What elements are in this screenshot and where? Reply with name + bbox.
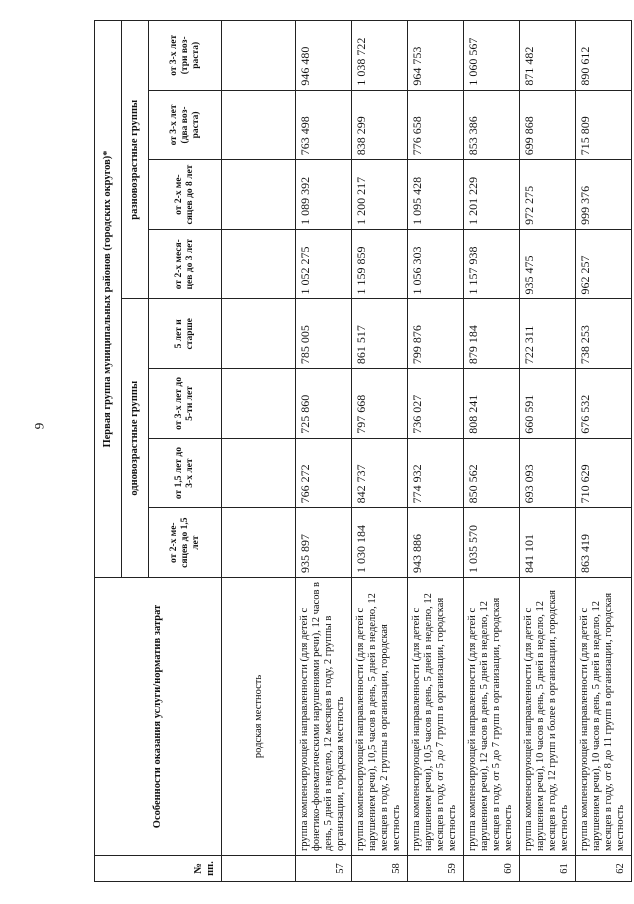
value-cell: 946 480 <box>296 21 352 91</box>
row-description: группа компенсирующей направленности (для детей с нарушением речи), 10 часов в день, 5 дней в неделю, 12 месяцев в году, от 8 до 11 групп в организации, городская местность <box>576 578 632 856</box>
row-description: группа компенсирующей направленности (для детей с нарушением речи), 10,5 часов в день, 5 дней в неделю, 12 месяцев в году, от 5 до 7 групп в организации, городская местность <box>408 578 464 856</box>
value-cell: 890 612 <box>576 21 632 91</box>
row-description: группа компенсирующей направленности (для детей с фонетико-фонематическими нарушениями речи), 12 часов в день, 5 дней в неделю, 12 месяцев в году, 2 группы в организации, городская местность <box>296 578 352 856</box>
value-cell: 853 386 <box>464 90 520 160</box>
mixed-age-header: разновозрастные группы <box>122 21 149 300</box>
group-header: Первая группа муниципальных районов (городских округов)* <box>95 21 122 578</box>
value-cell: 999 376 <box>576 160 632 230</box>
table-row <box>352 21 408 882</box>
value-cell: 736 027 <box>408 369 464 439</box>
value-cell: 693 093 <box>520 438 576 508</box>
sub-header: от 3-х лет (два воз-раста) <box>149 90 222 160</box>
value-cell: 863 419 <box>576 508 632 578</box>
table-body <box>296 21 632 882</box>
value-cell: 943 886 <box>408 508 464 578</box>
value-cell: 871 482 <box>520 21 576 91</box>
value-cell: 1 159 859 <box>352 229 408 299</box>
value-cell: 763 498 <box>296 90 352 160</box>
value-cell: 972 275 <box>520 160 576 230</box>
value-cell: 879 184 <box>464 299 520 369</box>
value-cell: 715 809 <box>576 90 632 160</box>
row-description: группа компенсирующей направленности (для детей с нарушением речи), 10,5 часов в день, 5 дней в неделю, 12 месяцев в году, 2 группы в организации, городская местность <box>352 578 408 856</box>
value-cell: 1 201 229 <box>464 160 520 230</box>
empty-cell <box>222 369 296 439</box>
sub-header: от 2-х ме-сяцев до 1,5 лет <box>149 508 222 578</box>
cost-norms-table <box>94 20 632 882</box>
table-row <box>296 21 352 882</box>
value-cell: 841 101 <box>520 508 576 578</box>
value-cell: 1 200 217 <box>352 160 408 230</box>
row-description: группа компенсирующей направленности (для детей с нарушением речи), 10 часов в день, 5 дней в неделю, 12 месяцев в году, 12 групп и более в организации, городская местность <box>520 578 576 856</box>
empty-cell <box>222 90 296 160</box>
value-cell: 1 030 184 <box>352 508 408 578</box>
empty-cell <box>222 299 296 369</box>
value-cell: 699 868 <box>520 90 576 160</box>
col-number-header: № пп. <box>95 856 222 882</box>
value-cell: 1 056 303 <box>408 229 464 299</box>
value-cell: 1 035 570 <box>464 508 520 578</box>
row-number: 57 <box>296 856 352 882</box>
value-cell: 797 668 <box>352 369 408 439</box>
empty-cell <box>222 438 296 508</box>
row-number: 61 <box>520 856 576 882</box>
value-cell: 1 038 722 <box>352 21 408 91</box>
table-row <box>520 21 576 882</box>
row-number: 60 <box>464 856 520 882</box>
sub-header: от 1,5 лет до 3-х лет <box>149 438 222 508</box>
value-cell: 962 257 <box>576 229 632 299</box>
sub-header: от 2-х ме-сяцев до 8 лет <box>149 160 222 230</box>
value-cell: 676 532 <box>576 369 632 439</box>
section-number-cell <box>222 856 296 882</box>
value-cell: 838 299 <box>352 90 408 160</box>
value-cell: 785 005 <box>296 299 352 369</box>
table-row <box>576 21 632 882</box>
value-cell: 799 876 <box>408 299 464 369</box>
value-cell: 1 052 275 <box>296 229 352 299</box>
single-age-header: одновозрастные группы <box>122 299 149 578</box>
rotated-page <box>94 20 634 882</box>
row-number: 59 <box>408 856 464 882</box>
value-cell: 861 517 <box>352 299 408 369</box>
empty-cell <box>222 160 296 230</box>
empty-cell <box>222 508 296 578</box>
sub-header: от 3-х лет (три воз-раста) <box>149 21 222 91</box>
value-cell: 850 562 <box>464 438 520 508</box>
value-cell: 766 272 <box>296 438 352 508</box>
value-cell: 776 658 <box>408 90 464 160</box>
value-cell: 1 089 392 <box>296 160 352 230</box>
table-row <box>408 21 464 882</box>
section-label: родская местность <box>222 578 296 856</box>
empty-cell <box>222 229 296 299</box>
value-cell: 842 737 <box>352 438 408 508</box>
value-cell: 722 311 <box>520 299 576 369</box>
sub-header: 5 лет и старше <box>149 299 222 369</box>
col-feature-header: Особенности оказания услуги/норматив затрат <box>95 578 222 856</box>
value-cell: 935 897 <box>296 508 352 578</box>
value-cell: 725 860 <box>296 369 352 439</box>
value-cell: 1 157 938 <box>464 229 520 299</box>
row-description: группа компенсирующей направленности (для детей с нарушением речи), 12 часов в день, 5 дней в неделю, 12 месяцев в году, от 5 до 7 групп в организации, городская местность <box>464 578 520 856</box>
value-cell: 1 095 428 <box>408 160 464 230</box>
value-cell: 660 591 <box>520 369 576 439</box>
row-number: 62 <box>576 856 632 882</box>
value-cell: 738 253 <box>576 299 632 369</box>
value-cell: 710 629 <box>576 438 632 508</box>
empty-cell <box>222 21 296 91</box>
sub-header: от 2-х меся-цев до 3 лет <box>149 229 222 299</box>
sub-header: от 3-х лет до 5-ти лет <box>149 369 222 439</box>
value-cell: 935 475 <box>520 229 576 299</box>
value-cell: 1 060 567 <box>464 21 520 91</box>
value-cell: 964 753 <box>408 21 464 91</box>
page-number: 9 <box>31 422 47 430</box>
row-number: 58 <box>352 856 408 882</box>
value-cell: 808 241 <box>464 369 520 439</box>
table-row <box>464 21 520 882</box>
value-cell: 774 932 <box>408 438 464 508</box>
